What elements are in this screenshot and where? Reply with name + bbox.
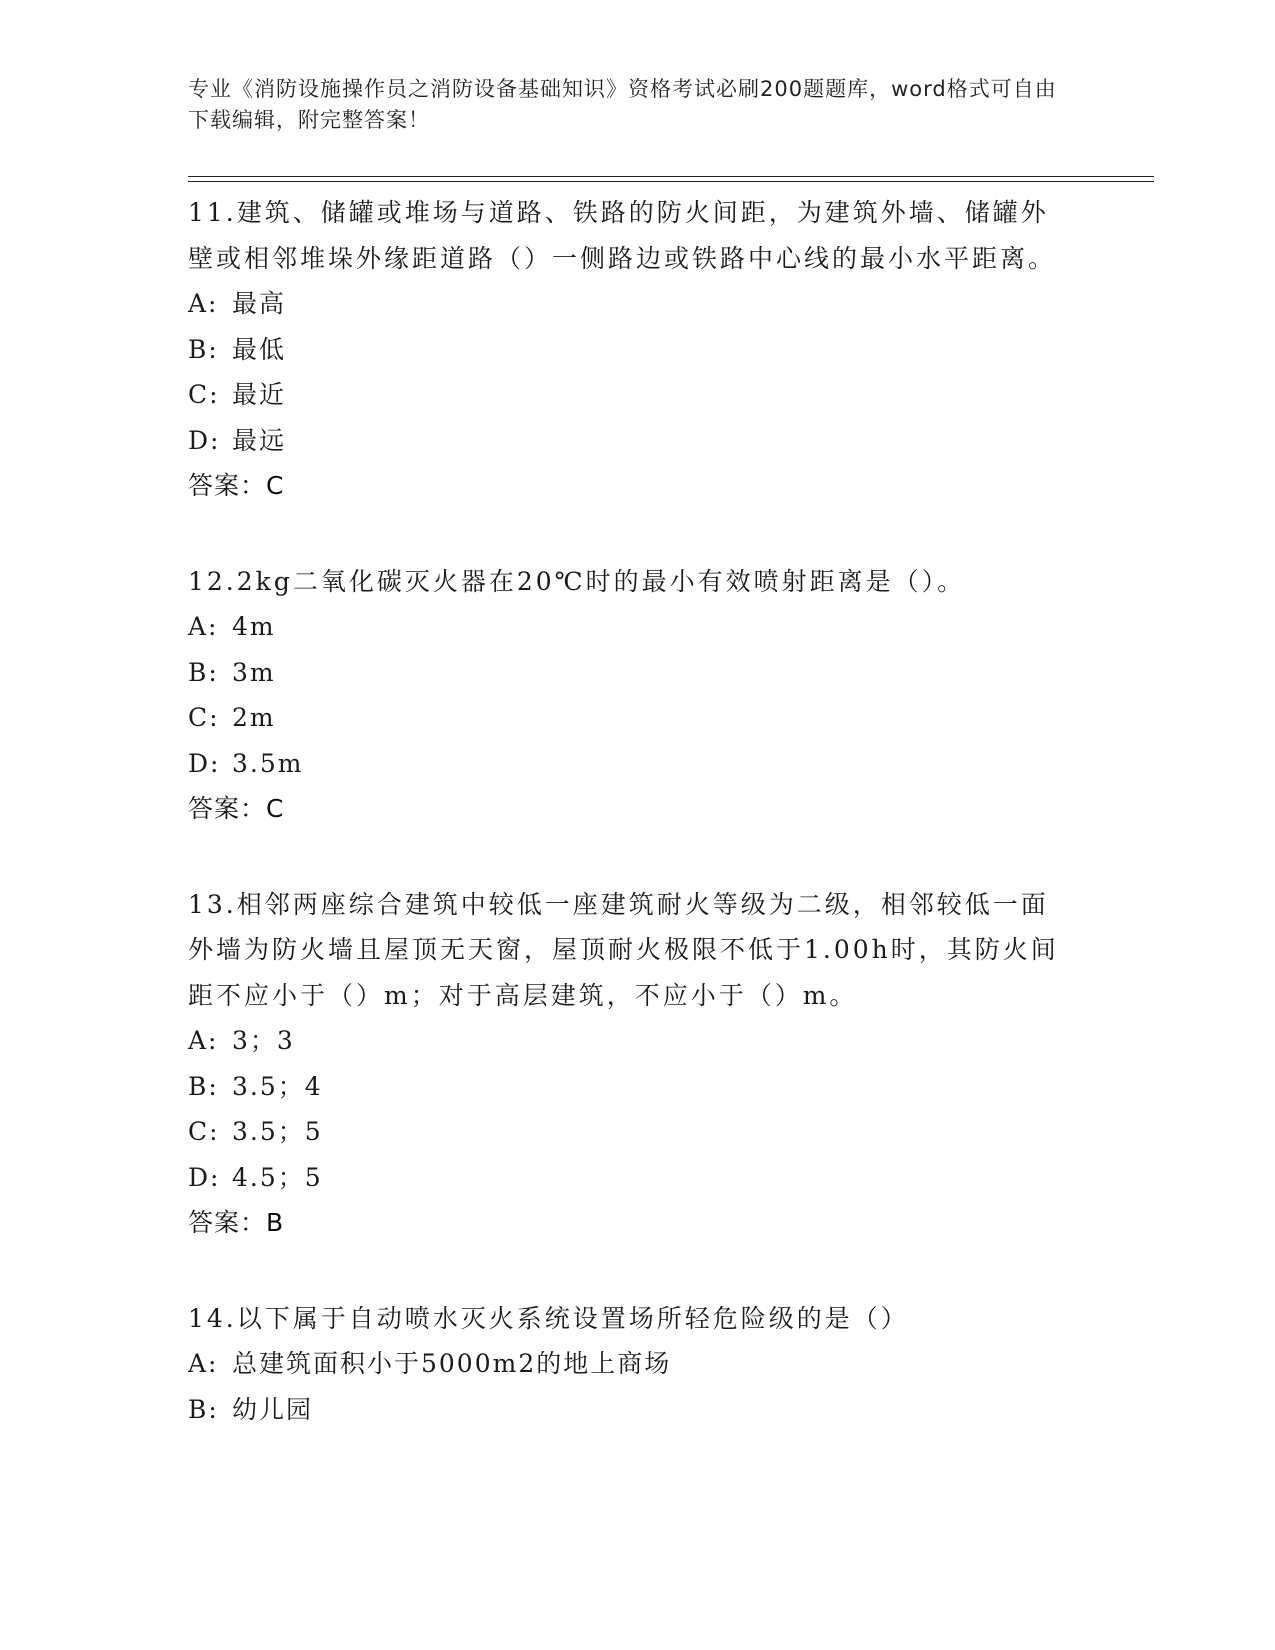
- question-12: [188, 559, 1088, 832]
- header-rule-top: [188, 176, 1154, 177]
- option-b: [188, 1387, 1088, 1433]
- option-key: D:: [188, 425, 221, 455]
- option-c: [188, 695, 1088, 741]
- question-stem: 13.相邻两座综合建筑中较低一座建筑耐火等级为二级，相邻较低一面外墙为防火墙且屋顶无天窗，屋顶耐火极限不低于1.00h时，其防火间距不应小于（）m；对于高层建筑，不应小于（）m。: [188, 889, 1059, 1010]
- document-header: [188, 74, 1068, 136]
- option-key: B:: [188, 334, 219, 364]
- option-text: 3.5；4: [232, 1071, 323, 1101]
- option-text: 总建筑面积小于5000m2的地上商场: [232, 1349, 672, 1378]
- option-b: [188, 650, 1088, 696]
- option-d: [188, 418, 1088, 464]
- option-key: C:: [188, 380, 220, 409]
- option-c: [188, 1109, 1088, 1155]
- option-text: 4m: [232, 612, 276, 641]
- option-text: 最近: [232, 380, 287, 409]
- option-key: A:: [188, 1026, 219, 1055]
- question-list: [188, 190, 1088, 1482]
- question-stem: 14.以下属于自动喷水灭火系统设置场所轻危险级的是（）: [188, 1303, 909, 1333]
- option-list: [188, 1018, 1088, 1200]
- option-key: B:: [188, 657, 219, 687]
- answer-line: 答案：C: [188, 794, 285, 823]
- question-stem: 12.2kg二氧化碳灭火器在20℃时的最小有效喷射距离是（）。: [188, 566, 966, 596]
- option-d: [188, 1155, 1088, 1201]
- option-text: 3m: [232, 657, 276, 687]
- header-text: 专业《消防设施操作员之消防设备基础知识》资格考试必刷200题题库，word格式可自由下载编辑，附完整答案！: [188, 77, 1057, 132]
- option-a: [188, 281, 1088, 327]
- option-a: [188, 1018, 1088, 1064]
- option-text: 4.5；5: [232, 1162, 323, 1192]
- question-stem: 11.建筑、储罐或堆场与道路、铁路的防火间距，为建筑外墙、储罐外壁或相邻堆垛外缘距道路（）一侧路边或铁路中心线的最小水平距离。: [188, 198, 1057, 273]
- option-c: [188, 372, 1088, 418]
- option-a: [188, 1341, 1088, 1387]
- answer-line: 答案：C: [188, 471, 285, 500]
- option-d: [188, 741, 1088, 787]
- option-text: 幼儿园: [232, 1394, 314, 1424]
- option-key: D:: [188, 748, 221, 778]
- option-b: [188, 327, 1088, 373]
- option-list: [188, 281, 1088, 463]
- option-list: [188, 1341, 1088, 1432]
- option-text: 最高: [232, 289, 287, 318]
- option-key: C:: [188, 703, 220, 732]
- option-key: A:: [188, 1349, 219, 1378]
- option-text: 3；3: [232, 1026, 295, 1055]
- option-text: 最远: [232, 425, 287, 455]
- option-key: D:: [188, 1162, 221, 1192]
- option-list: [188, 604, 1088, 786]
- option-key: C:: [188, 1117, 220, 1146]
- option-key: A:: [188, 612, 219, 641]
- option-text: 最低: [232, 334, 287, 364]
- option-key: A:: [188, 289, 219, 318]
- option-text: 3.5；5: [232, 1117, 323, 1146]
- answer-line: 答案：B: [188, 1208, 285, 1237]
- option-key: B:: [188, 1071, 219, 1101]
- option-text: 3.5m: [232, 748, 304, 778]
- question-11: [188, 190, 1088, 509]
- question-14: [188, 1296, 1088, 1433]
- option-text: 2m: [232, 703, 276, 732]
- option-a: [188, 604, 1088, 650]
- question-13: [188, 882, 1088, 1246]
- option-b: [188, 1064, 1088, 1110]
- option-key: B:: [188, 1394, 219, 1424]
- header-rule-bottom: [188, 181, 1154, 182]
